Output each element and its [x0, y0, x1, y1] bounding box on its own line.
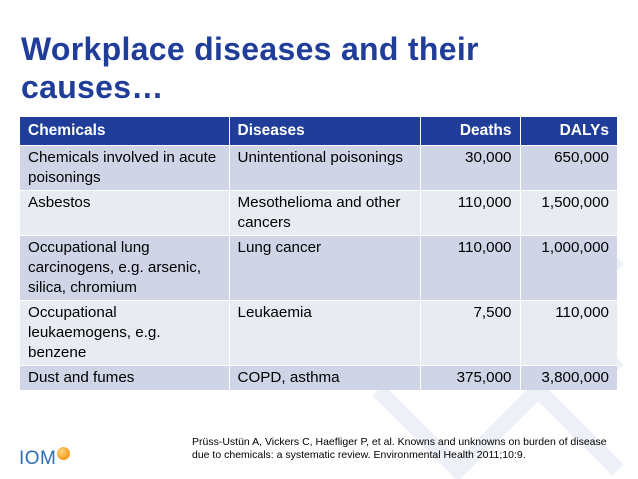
table-header-row	[20, 117, 617, 146]
cell-disease: Unintentional poisonings	[229, 146, 420, 191]
cell-chemical: Occupational leukaemogens, e.g. benzene	[20, 301, 229, 366]
cell-dalys: 650,000	[520, 146, 617, 191]
diseases-table	[20, 117, 617, 390]
cell-deaths: 7,500	[420, 301, 520, 366]
cell-dalys: 1,500,000	[520, 191, 617, 236]
cell-deaths: 30,000	[420, 146, 520, 191]
cell-chemical: Chemicals involved in acute poisonings	[20, 146, 229, 191]
cell-dalys: 3,800,000	[520, 366, 617, 391]
column-header-deaths: Deaths	[420, 117, 520, 146]
cell-dalys: 110,000	[520, 301, 617, 366]
table-row	[20, 191, 617, 236]
table-row	[20, 301, 617, 366]
column-header-dalys: DALYs	[520, 117, 617, 146]
cell-disease: COPD, asthma	[229, 366, 420, 391]
page-title: Workplace diseases and their causes…	[21, 31, 479, 105]
cell-disease: Leukaemia	[229, 301, 420, 366]
table-row	[20, 236, 617, 301]
cell-dalys: 1,000,000	[520, 236, 617, 301]
cell-chemical: Occupational lung carcinogens, e.g. arsenic, silica, chromium	[20, 236, 229, 301]
cell-deaths: 375,000	[420, 366, 520, 391]
logo-dot-icon	[57, 447, 70, 460]
table-row	[20, 366, 617, 391]
cell-disease: Lung cancer	[229, 236, 420, 301]
logo-text: IOM	[19, 448, 57, 469]
cell-chemical: Asbestos	[20, 191, 229, 236]
citation: Prüss-Ustün A, Vickers C, Haefliger P, et al. Knowns and unknowns on burden of disease due to chemicals: a systematic review. Environmental Health 2011;10:9.	[192, 436, 607, 461]
table-row	[20, 146, 617, 191]
cell-deaths: 110,000	[420, 236, 520, 301]
column-header-diseases: Diseases	[229, 117, 420, 146]
iom-logo	[19, 448, 70, 470]
cell-chemical: Dust and fumes	[20, 366, 229, 391]
cell-deaths: 110,000	[420, 191, 520, 236]
cell-disease: Mesothelioma and other cancers	[229, 191, 420, 236]
column-header-chemicals: Chemicals	[20, 117, 229, 146]
